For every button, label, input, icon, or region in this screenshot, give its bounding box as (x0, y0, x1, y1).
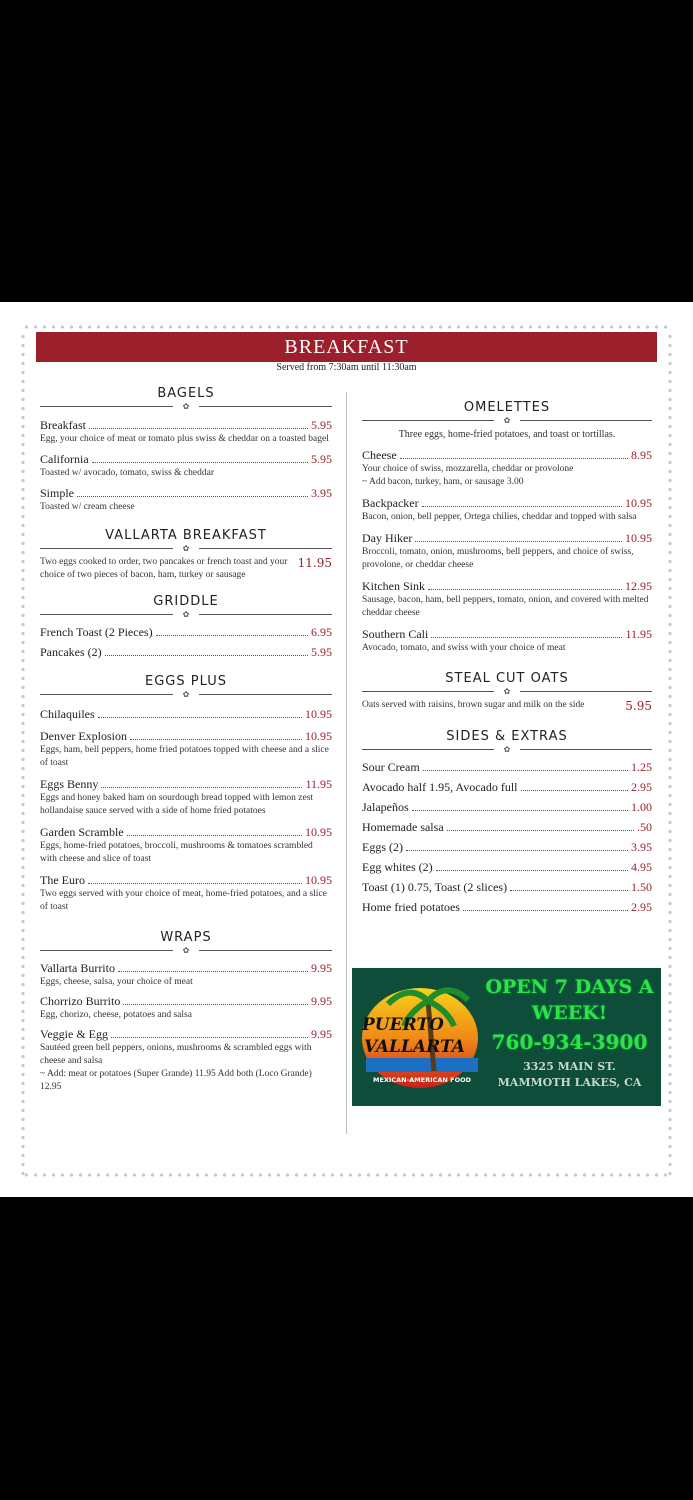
dot-leader (92, 454, 308, 463)
menu-item-price: 10.95 (305, 825, 332, 839)
ornament-rule: ✿ (40, 946, 332, 956)
menu-item-row (40, 418, 332, 433)
section-title-wraps: WRAPS (160, 930, 212, 945)
menu-item-row (40, 452, 332, 467)
menu-item-desc: Toasted w/ cream cheese (40, 502, 135, 512)
breakfast-banner: BREAKFAST (36, 332, 657, 362)
dot-leader (463, 902, 628, 911)
menu-item (362, 760, 652, 775)
menu-item-row (362, 800, 652, 815)
dot-leader (415, 533, 622, 542)
menu-item (40, 486, 332, 514)
menu-item-name: Cheese (362, 448, 397, 462)
dot-leader (436, 862, 628, 871)
vallarta-item (40, 556, 332, 582)
menu-item-row (362, 860, 652, 875)
menu-item-name: Vallarta Burrito (40, 961, 115, 975)
restaurant-ad (352, 968, 661, 1106)
menu-item-name: Jalapeños (362, 800, 409, 814)
menu-item-price: 10.95 (625, 531, 652, 545)
bagels-list (40, 418, 332, 514)
menu-item-name: Southern Cali (362, 627, 429, 641)
dot-leader (127, 827, 302, 836)
menu-item-price: 5.95 (311, 645, 332, 659)
menu-item-desc: Avocado, tomato, and swiss with your choice of meat (362, 643, 566, 653)
menu-item-name: Garden Scramble (40, 825, 124, 839)
menu-item (40, 961, 332, 989)
menu-item-name: Backpacker (362, 496, 419, 510)
menu-item-price: 2.95 (631, 780, 652, 794)
menu-item (362, 496, 652, 524)
menu-item-row (362, 448, 652, 463)
section-title-bagels: BAGELS (157, 386, 215, 401)
section-title-oats: STEAL CUT OATS (445, 671, 569, 686)
dotted-border-bottom (22, 1172, 671, 1178)
menu-item-row (362, 880, 652, 895)
sides-list (362, 760, 652, 915)
menu-item (362, 531, 652, 572)
menu-item-name: Avocado half 1.95, Avocado full (362, 780, 518, 794)
dot-leader (105, 647, 308, 656)
menu-item-desc: Your choice of swiss, mozzarella, cheddar or provolone (362, 464, 574, 474)
menu-item-name: Chorrizo Burrito (40, 994, 121, 1008)
ornament-rule: ✿ (362, 745, 652, 755)
menu-item-desc: Toasted w/ avocado, tomato, swiss & cheddar (40, 468, 214, 478)
menu-item-row (362, 820, 652, 835)
column-divider (346, 392, 347, 1134)
menu-item-price: 1.00 (631, 800, 652, 814)
menu-item-note: ~ Add bacon, turkey, ham, or sausage 3.00 (362, 477, 524, 487)
menu-item-price: 2.95 (631, 900, 652, 914)
ornament-rule: ✿ (362, 416, 652, 426)
menu-item-name: Home fried potatoes (362, 900, 460, 914)
dot-leader (510, 882, 628, 891)
menu-item (40, 645, 332, 660)
menu-item-desc: Eggs, cheese, salsa, your choice of meat (40, 977, 193, 987)
menu-item-name: Day Hiker (362, 531, 413, 545)
menu-item-name: Pancakes (2) (40, 645, 102, 659)
logo-text-puerto: PUERTO (362, 1015, 444, 1035)
dot-leader (123, 996, 308, 1005)
menu-item-price: 12.95 (625, 579, 652, 593)
menu-item (40, 994, 332, 1022)
dot-leader (406, 842, 628, 851)
menu-item-desc: Eggs, ham, bell peppers, home fried potatoes topped with cheese and a slice of toast (40, 745, 329, 768)
menu-item (362, 627, 652, 655)
dot-leader (422, 498, 622, 507)
logo-text-food: MEXICAN-AMERICAN FOOD (372, 1076, 472, 1084)
dot-leader (156, 627, 308, 636)
menu-item-price: 10.95 (305, 707, 332, 721)
menu-item-row (40, 873, 332, 888)
menu-page (0, 302, 693, 1197)
dot-leader (77, 488, 308, 497)
ad-open-line2: WEEK! (531, 1002, 608, 1024)
section-title-sides: SIDES & EXTRAS (446, 729, 568, 744)
vallarta-price: 11.95 (297, 556, 332, 570)
menu-item-desc: Sausage, bacon, ham, bell peppers, tomato, onion, and covered with melted cheddar cheese (362, 595, 649, 618)
menu-item (40, 625, 332, 640)
menu-item-price: 10.95 (625, 496, 652, 510)
menu-item-name: French Toast (2 Pieces) (40, 625, 153, 639)
menu-item-row (40, 825, 332, 840)
menu-item-row (362, 531, 652, 546)
menu-item-price: .50 (637, 820, 652, 834)
menu-item-price: 3.95 (311, 486, 332, 500)
oats-desc: Oats served with raisins, brown sugar and milk on the side (362, 700, 585, 710)
right-column (362, 392, 652, 915)
ornament-rule: ✿ (40, 544, 332, 554)
menu-item-name: Eggs (2) (362, 840, 403, 854)
menu-item (362, 820, 652, 835)
menu-item-name: Kitchen Sink (362, 579, 425, 593)
menu-item-price: 3.95 (631, 840, 652, 854)
dot-leader (111, 1029, 308, 1038)
oats-item (362, 699, 652, 713)
menu-item-name: California (40, 452, 89, 466)
menu-item (362, 800, 652, 815)
menu-item-desc: Egg, chorizo, cheese, potatoes and salsa (40, 1010, 192, 1020)
menu-item-price: 1.50 (631, 880, 652, 894)
dot-leader (447, 822, 634, 831)
vallarta-desc: Two eggs cooked to order, two pancakes or french toast and your choice of two pieces of bacon, ham, turkey or sausage (40, 557, 288, 580)
left-column (40, 378, 332, 1094)
menu-item-row (40, 645, 332, 660)
oats-price: 5.95 (625, 699, 652, 713)
menu-item-name: The Euro (40, 873, 85, 887)
menu-item (40, 777, 332, 818)
dot-leader (521, 782, 628, 791)
menu-item-price: 10.95 (305, 873, 332, 887)
puerto-vallarta-logo (358, 976, 486, 1096)
menu-item-desc: Eggs, home-fried potatoes, broccoli, mushrooms & tomatoes scrambled with cheese and slice of toast (40, 841, 313, 864)
wraps-list (40, 961, 332, 1068)
menu-item-row (362, 760, 652, 775)
omelettes-list (362, 448, 652, 655)
menu-item-price: 11.95 (305, 777, 332, 791)
menu-item-name: Breakfast (40, 418, 86, 432)
dot-leader (428, 581, 622, 590)
menu-item (40, 707, 332, 722)
menu-item-price: 8.95 (631, 448, 652, 462)
section-title-eggs-plus: EGGS PLUS (145, 674, 227, 689)
dot-leader (89, 420, 308, 429)
eggs-plus-list (40, 707, 332, 914)
menu-item-price: 10.95 (305, 729, 332, 743)
menu-item-row (362, 780, 652, 795)
menu-item-name: Simple (40, 486, 75, 500)
menu-item-name: Egg whites (2) (362, 860, 433, 874)
section-title-griddle: GRIDDLE (153, 594, 219, 609)
dotted-border-right (667, 332, 673, 1177)
menu-item-name: Eggs Benny (40, 777, 99, 791)
section-title-vallarta: VALLARTA BREAKFAST (105, 528, 267, 543)
dotted-border-left (20, 332, 26, 1177)
menu-item (362, 860, 652, 875)
menu-item-row (40, 625, 332, 640)
menu-item-desc: Eggs and honey baked ham on sourdough bread topped with lemon zest hollandaise sauce served with a side of home fried potatoes (40, 793, 314, 816)
menu-item-name: Veggie & Egg (40, 1027, 108, 1041)
ad-phone: 760-934-3900 (491, 1030, 648, 1054)
menu-item-desc: Two eggs served with your choice of meat, home-fried potatoes, and a slice of toast (40, 889, 327, 912)
menu-item-row (40, 707, 332, 722)
menu-item-name: Homemade salsa (362, 820, 444, 834)
menu-item (362, 840, 652, 855)
menu-item-name: Chilaquiles (40, 707, 95, 721)
menu-item-row (362, 627, 652, 642)
ad-address-line2: MAMMOTH LAKES, CA (497, 1076, 642, 1089)
menu-item-row (362, 496, 652, 511)
dot-leader (88, 875, 302, 884)
menu-item-desc: Egg, your choice of meat or tomato plus swiss & cheddar on a toasted bagel (40, 434, 329, 444)
dot-leader (130, 731, 302, 740)
menu-item (40, 825, 332, 866)
omelettes-intro: Three eggs, home-fried potatoes, and toast or tortillas. (398, 429, 616, 440)
menu-item-desc: Bacon, onion, bell pepper, Ortega chilies, cheddar and topped with salsa (362, 512, 637, 522)
menu-item-name: Toast (1) 0.75, Toast (2 slices) (362, 880, 508, 894)
menu-item (40, 873, 332, 914)
menu-item (362, 880, 652, 895)
menu-item (362, 780, 652, 795)
ornament-rule: ✿ (40, 690, 332, 700)
logo-text-vallarta: VALLARTA (364, 1037, 465, 1057)
menu-item-row (362, 579, 652, 594)
menu-item-desc: Sautéed green bell peppers, onions, mushrooms & scrambled eggs with cheese and salsa (40, 1043, 312, 1066)
menu-item-row (40, 777, 332, 792)
menu-item (40, 1027, 332, 1068)
dot-leader (400, 450, 628, 459)
menu-item-row (40, 994, 332, 1009)
menu-item (40, 729, 332, 770)
menu-item-row (362, 840, 652, 855)
ornament-rule: ✿ (40, 610, 332, 620)
menu-item-price: 9.95 (311, 1027, 332, 1041)
menu-item (362, 579, 652, 620)
menu-item-price: 6.95 (311, 625, 332, 639)
menu-item (40, 418, 332, 446)
menu-item-row (40, 729, 332, 744)
section-title-omelettes: OMELETTES (463, 400, 551, 415)
ornament-rule: ✿ (40, 402, 332, 412)
menu-item-price: 9.95 (311, 961, 332, 975)
menu-item-price: 11.95 (625, 627, 652, 641)
dot-leader (431, 629, 622, 638)
menu-item-name: Denver Explosion (40, 729, 127, 743)
menu-item-name: Sour Cream (362, 760, 420, 774)
menu-item-price: 5.95 (311, 418, 332, 432)
menu-item (362, 448, 652, 489)
griddle-list (40, 625, 332, 660)
menu-item-price: 1.25 (631, 760, 652, 774)
dot-leader (118, 963, 308, 972)
served-hours: Served from 7:30am until 11:30am (276, 362, 417, 373)
dot-leader (98, 709, 302, 718)
dot-leader (423, 762, 628, 771)
wraps-note: ~ Add: meat or potatoes (Super Grande) 11.95 Add both (Loco Grande) 12.95 (40, 1069, 312, 1092)
menu-item-row (40, 961, 332, 976)
menu-item-row (40, 486, 332, 501)
menu-item-price: 4.95 (631, 860, 652, 874)
dot-leader (412, 802, 628, 811)
ornament-rule: ✿ (362, 687, 652, 697)
dotted-border-top (22, 324, 671, 330)
menu-item-price: 9.95 (311, 994, 332, 1008)
dot-leader (101, 779, 302, 788)
menu-item-desc: Broccoli, tomato, onion, mushrooms, bell peppers, and choice of swiss, provolone, or cheddar cheese (362, 547, 634, 570)
ad-address-line1: 3325 MAIN ST. (523, 1060, 616, 1073)
ad-open-line1: OPEN 7 DAYS A (485, 976, 654, 998)
menu-item-row (362, 900, 652, 915)
menu-item (40, 452, 332, 480)
menu-item-row (40, 1027, 332, 1042)
menu-item (362, 900, 652, 915)
menu-item-price: 5.95 (311, 452, 332, 466)
